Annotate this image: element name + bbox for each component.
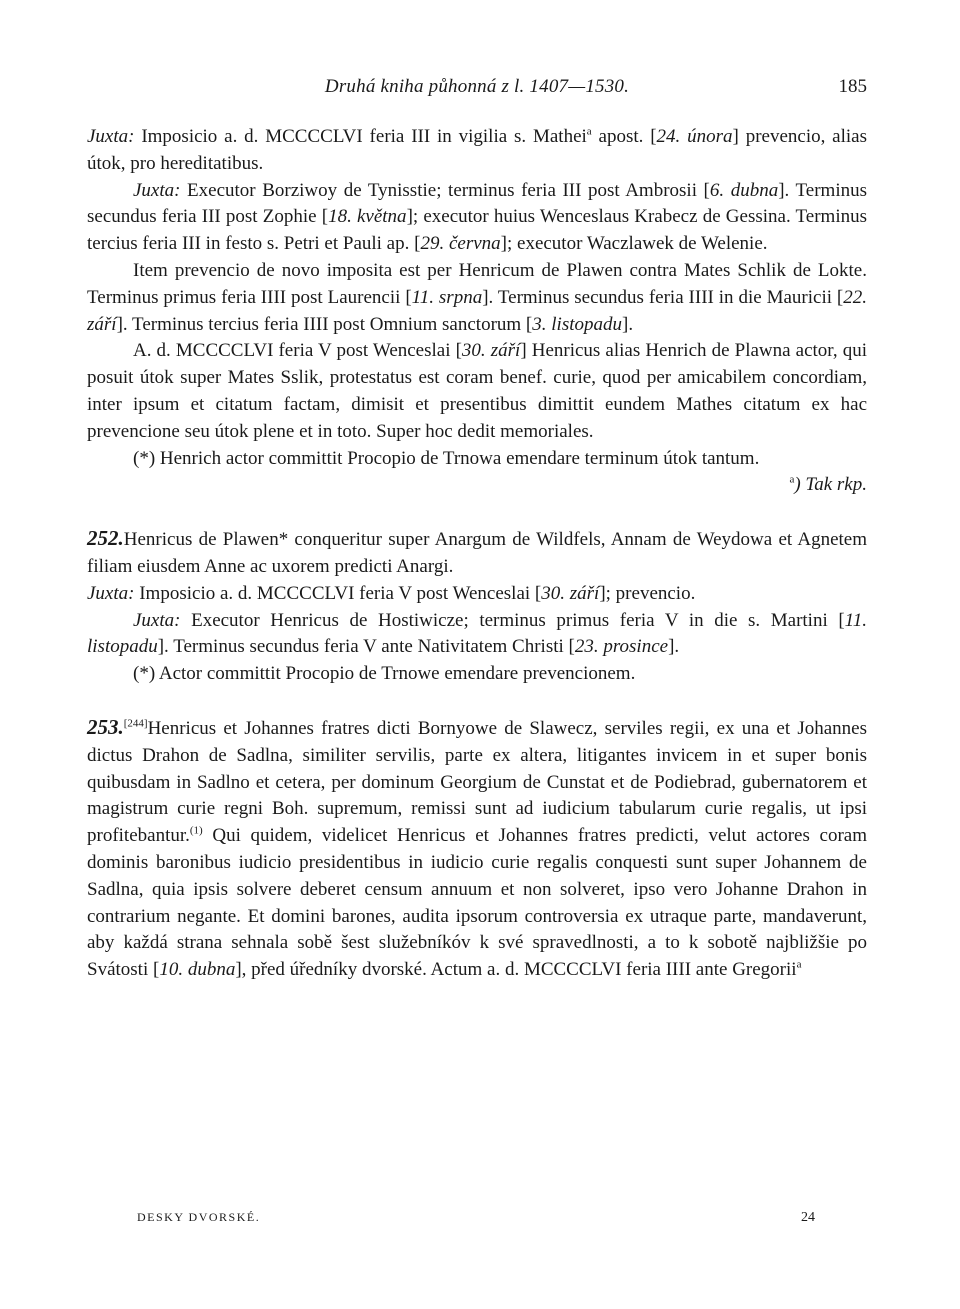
juxta-label: Juxta: [133,609,181,631]
text-span: ]; prevencio. [599,582,696,604]
juxta-paragraph [87,124,867,178]
entry-number: 253. [87,714,124,739]
footnote-mark: (1) [189,824,203,837]
footnote-mark: a [796,958,802,971]
date-span: 11. srpna [411,286,483,308]
date-span: 6. dubna [709,179,779,201]
text-span: ]. Terminus secundus feria IIII in die Mauricii [ [482,286,844,308]
text-span: Imposicio a. d. MCCCCLVI feria III in vigilia s. Mathei [134,126,587,147]
text-span: ]. [622,313,634,335]
running-title: Druhá kniha půhonná z l. 1407—1530. [324,76,630,97]
text-span: Executor Henricus de Hostiwicze; terminus primus feria V in die s. Martini [ [180,609,845,631]
note-text: (*) Actor committit Procopio de Trnowe emendare prevencionem. [133,663,636,685]
section-gap [87,688,867,714]
footnote-mark: a [789,474,795,487]
text-span: ] prevencio, alias útok, pro hereditatibus. [87,126,867,174]
juxta-paragraph [87,178,867,258]
text-span: Item prevencio de novo imposita est per Henricum de Plawen contra Mates Schlik de Lokte. Terminus primus feria IIII post Laurencii [ [87,259,867,308]
footnote-line [87,472,867,499]
page-body [87,124,867,984]
page-number: 185 [838,76,867,97]
text-span: Executor Borziwoy de Tynisstie; terminus feria III post Ambrosii [ [180,179,710,201]
footnote [789,472,867,499]
juxta-label: Juxta: [133,179,181,201]
entry-number: 252. [87,526,124,551]
folio-mark: [244] [123,717,148,730]
entry-text: Henricus et Johannes fratres dicti Bornyowe de Slawecz, serviles regii, ex una et Johannes dictus Drahon de Sadlna, similiter servilis, parte ex altera, litigantes invicem in et super bonis quibusdam in Sadlno et cetera, per dominum Georgium de Cunstat et de Podiebrad, gubernatorem et magistrum curie regni Boh. supremum, remissi sunt ad iudicium tabularum curie regalis, ut ipsi profitebantur. [87,717,867,847]
entry-252 [87,525,867,581]
juxta-paragraph [87,581,867,608]
date-span: 30. září [461,340,521,362]
footnote-text: ) Tak rkp. [794,474,867,496]
note-paragraph [87,661,867,688]
text-span: ]; executor Waczlawek de Welenie. [500,233,768,255]
actum-paragraph [87,338,867,445]
text-span: Imposicio a. d. MCCCCLVI feria V post Wenceslai [ [134,582,542,604]
entry-253 [87,714,867,984]
signature-number: 24 [801,1210,815,1225]
date-span: 3. listopadu [532,313,622,335]
footnote-mark: a [586,125,592,138]
date-span: 11. listopadu [87,609,867,658]
date-span: 23. prosince [574,636,669,658]
text-span: ]. Terminus secundus feria V ante Nativitatem Christi [ [157,636,575,658]
juxta-paragraph [87,608,867,662]
text-span: ] Henricus alias Henrich de Plawna actor, qui posuit útok super Mates Sslik, protestatus est coram benef. curie, quod per amicabilem concordiam, inter ipsum et citatum factam, dimisit et presentibus dimittit eundem Mathes citatum ex hac prevencione seu útok plene et in toto. Super hoc dedit memoriales. [87,340,867,442]
date-span: 30. září [541,582,600,604]
text-span: ]. [668,636,680,658]
note-text: (*) Henrich actor committit Procopio de Trnowa emendare terminum útok tantum. [133,447,760,469]
entry-text: Henricus de Plawen* conqueritur super Anargum de Wildfels, Annam de Weydowa et Agnetem filiam eiusdem Anne ac uxorem predicti Anargi. [87,529,867,577]
juxta-label: Juxta: [87,126,135,147]
entry-text: Qui quidem, videlicet Henricus et Johannes fratres predicti, velut actores coram dominis baronibus iudicio presidentibus in iudicio curie regalis conquesti sunt super Johannem de Sadlna, quia ipsis solvere deberet censum annuum et non solveret, ipso vero Johanne Drahon in contrarium negante. Et domini barones, audita ipsorum controversia ex utraque parte, mandaverunt, aby každá strana sehnala sobě šest služebníkóv k své spravedlnosti, a to k sobotě najbližšie po Svátosti [ [87,825,867,981]
date-span: 10. dubna [159,959,236,981]
section-gap [87,499,867,525]
signature-mark: DESKY DVORSKÉ. [137,1210,261,1224]
date-span: 24. února [656,126,733,147]
date-span: 18. května [328,206,407,228]
item-paragraph [87,258,867,338]
text-span: ]. Terminus tercius feria IIII post Omnium sanctorum [ [116,313,533,335]
date-span: 22. září [87,286,867,335]
text-span: apost. [ [591,126,657,147]
note-paragraph [87,446,867,473]
entry-text: ], před úředníky dvorské. Actum a. d. MCCCCLVI feria IIII ante Gregorii [235,959,797,981]
text-span: ]; executor huius Wenceslaus Krabecz de Gessina. Terminus tercius feria III in festo s. Petri et Pauli ap. [ [87,206,867,255]
page-footer [87,1210,867,1230]
text-span: ]. Terminus secundus feria III post Zophie [ [87,179,868,228]
date-span: 29. června [420,233,501,255]
text-span: A. d. MCCCCLVI feria V post Wenceslai [ [133,340,462,362]
juxta-label: Juxta: [87,582,135,604]
page-header [87,76,867,106]
